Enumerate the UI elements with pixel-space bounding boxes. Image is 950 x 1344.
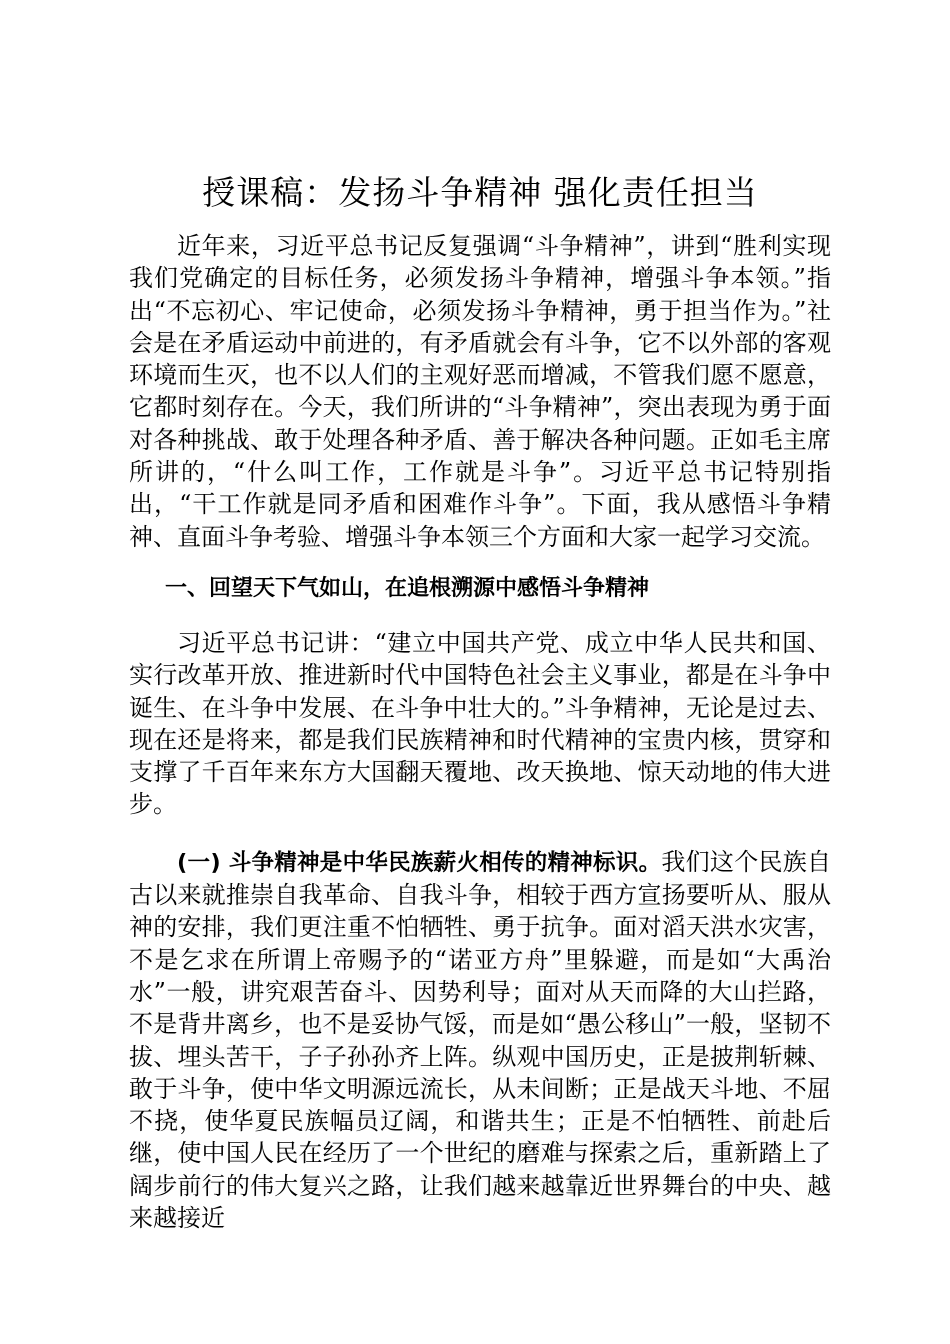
document-title: 授课稿：发扬斗争精神 强化责任担当 [202, 173, 758, 212]
subsection-text: 我们这个民族自古以来就推崇自我革命、自我斗争，相较于西方宣扬要听从、服从神的安排，我们更注重不怕牺牲、勇于抗争。面对滔天洪水灾害，不是乞求在所谓上帝赐予的“诺亚方舟”里躲避，而是如“大禹治水”一般，讲究艰苦奋斗、因势利导；面对从天而降的大山拦路，不是背井离乡，也不是妥协气馁，而是如“愚公移山”一般，坚韧不拔、埋头苦干，子子孙孙齐上阵。纵观中国历史，正是披荆斩棘、敢于斗争，使中华文明源远流长，从未间断；正是战天斗地、不屈不挠，使华夏民族幅员辽阔，和谐共生；正是不怕牺牲、前赴后继，使中国人民在经历了一个世纪的磨难与探索之后，重新踏上了阔步前行的伟大复兴之路，让我们越来越靠近世界舞台的中央、越来越接近 [129, 847, 832, 1233]
document-page [129, 168, 831, 1234]
subsection-1-paragraph [129, 846, 831, 1235]
section-heading-1: 一、回望天下气如山，在追根溯源中感悟斗争精神 [165, 575, 650, 601]
spacer [129, 605, 831, 627]
subsection-lead: (一) 斗争精神是中华民族薪火相传的精神标识。 [177, 849, 662, 876]
spacer [129, 821, 831, 846]
spacer [129, 553, 831, 573]
intro-paragraph: 近年来，习近平总书记反复强调“斗争精神”，讲到“胜利实现我们党确定的目标任务，必须发扬斗争精神，增强斗争本领。”指出“不忘初心、牢记使命，必须发扬斗争精神，勇于担当作为。”社会是在矛盾运动中前进的，有矛盾就会有斗争，它不以外部的客观环境而生灭，也不以人们的主观好恶而增减，不管我们愿不愿意，它都时刻存在。今天，我们所讲的“斗争精神”，突出表现为勇于面对各种挑战、敢于处理各种矛盾、善于解决各种问题。正如毛主席所讲的，“什么叫工作，工作就是斗争”。习近平总书记特别指出，“干工作就是同矛盾和困难作斗争”。下面，我从感悟斗争精神、直面斗争考验、增强斗争本领三个方面和大家一起学习交流。 [129, 232, 831, 551]
section-1-paragraph: 习近平总书记讲：“建立中国共产党、成立中华人民共和国、实行改革开放、推进新时代中国特色社会主义事业，都是在斗争中诞生、在斗争中发展、在斗争中壮大的。”斗争精神，无论是过去、现在还是将来，都是我们民族精神和时代精神的宝贵内核，贯穿和支撑了千百年来东方大国翻天覆地、改天换地、惊天动地的伟大进步。 [129, 628, 831, 819]
